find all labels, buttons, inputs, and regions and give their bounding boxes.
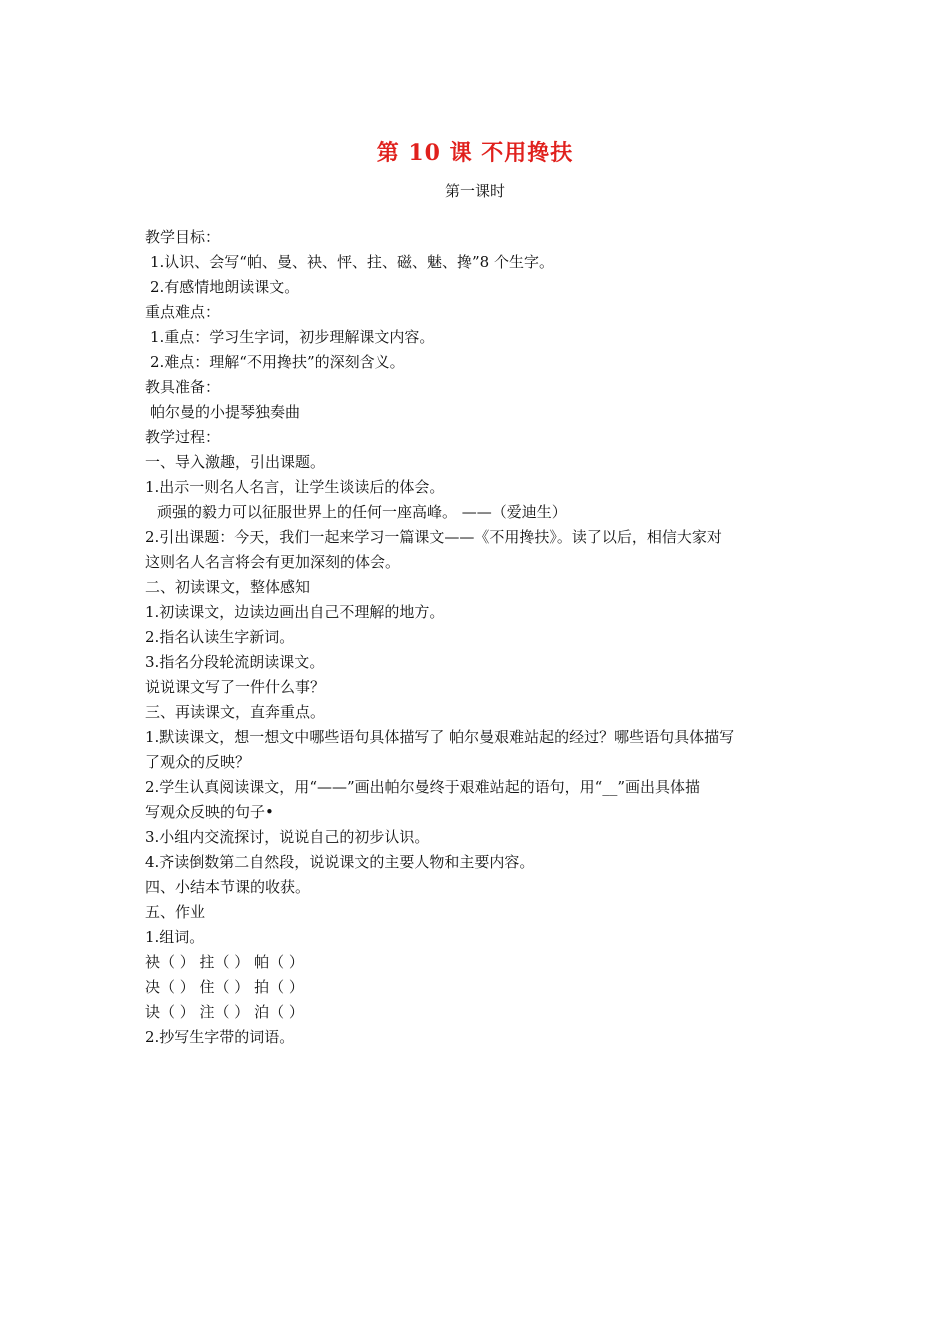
paragraph-line: 3.小组内交流探讨，说说自己的初步认识。 xyxy=(145,828,430,846)
objective-item: 2.有感情地朗读课文。 xyxy=(150,278,300,296)
process-step-heading: 一、导入激趣，引出课题。 xyxy=(145,453,326,471)
process-step-heading: 三、再读课文，直奔重点。 xyxy=(145,703,326,721)
paragraph-line: 1.组词。 xyxy=(145,928,205,946)
paragraph-line: 说说课文写了一件什么事？ xyxy=(145,678,326,696)
word-exercise-row: 诀（ ） 注（ ） 泊（ ） xyxy=(145,1003,304,1021)
process-step-heading: 二、初读课文，整体感知 xyxy=(145,578,311,596)
paragraph-line: 了观众的反映？ xyxy=(145,753,251,771)
section-heading-key-points: 重点难点： xyxy=(145,303,221,321)
lesson-body xyxy=(145,225,815,1050)
paragraph-line: 1.初读课文，边读边画出自己不理解的地方。 xyxy=(145,603,445,621)
word-exercise-row: 决（ ） 住（ ） 拍（ ） xyxy=(145,978,304,996)
lesson-subtitle: 第一课时 xyxy=(444,182,505,200)
paragraph-line: 1.出示一则名人名言，让学生谈读后的体会。 xyxy=(145,478,445,496)
paragraph-line: 这则名人名言将会有更加深刻的体会。 xyxy=(145,553,401,571)
process-step-heading: 四、小结本节课的收获。 xyxy=(145,878,311,896)
paragraph-line: 2.抄写生字带的词语。 xyxy=(145,1028,295,1046)
paragraph-line: 1.默读课文，想一想文中哪些语句具体描写了 帕尔曼艰难站起的经过？哪些语句具体描写 xyxy=(145,728,735,746)
key-point-item: 1.重点：学习生字词，初步理解课文内容。 xyxy=(150,328,435,346)
key-point-item: 2.难点：理解“不用搀扶”的深刻含义。 xyxy=(150,353,405,371)
paragraph-line: 2.指名认读生字新词。 xyxy=(145,628,295,646)
paragraph-line: 写观众反映的句子• xyxy=(145,803,274,821)
section-heading-materials: 教具准备： xyxy=(145,378,221,396)
quote-line: 顽强的毅力可以征服世界上的任何一座高峰。 ——（爱迪生） xyxy=(157,503,567,521)
paragraph-line: 2.学生认真阅读课文，用“——”画出帕尔曼终于艰难站起的语句，用“__”画出具体描 xyxy=(145,778,700,796)
lesson-title: 第 10 课 不用搀扶 xyxy=(376,140,574,166)
process-step-heading: 五、作业 xyxy=(145,903,206,921)
material-item: 帕尔曼的小提琴独奏曲 xyxy=(150,403,301,421)
paragraph-line: 2.引出课题：今天，我们一起来学习一篇课文——《不用搀扶》。读了以后，相信大家对 xyxy=(145,528,722,546)
paragraph-line: 3.指名分段轮流朗读课文。 xyxy=(145,653,325,671)
section-heading-process: 教学过程： xyxy=(145,428,221,446)
paragraph-line: 4.齐读倒数第二自然段，说说课文的主要人物和主要内容。 xyxy=(145,853,535,871)
section-heading-objectives: 教学目标： xyxy=(145,228,221,246)
objective-item: 1.认识、会写“帕、曼、袂、怦、拄、磁、魅、搀”8 个生字。 xyxy=(150,253,554,271)
word-exercise-row: 袂（ ） 拄（ ） 帕（ ） xyxy=(145,953,304,971)
